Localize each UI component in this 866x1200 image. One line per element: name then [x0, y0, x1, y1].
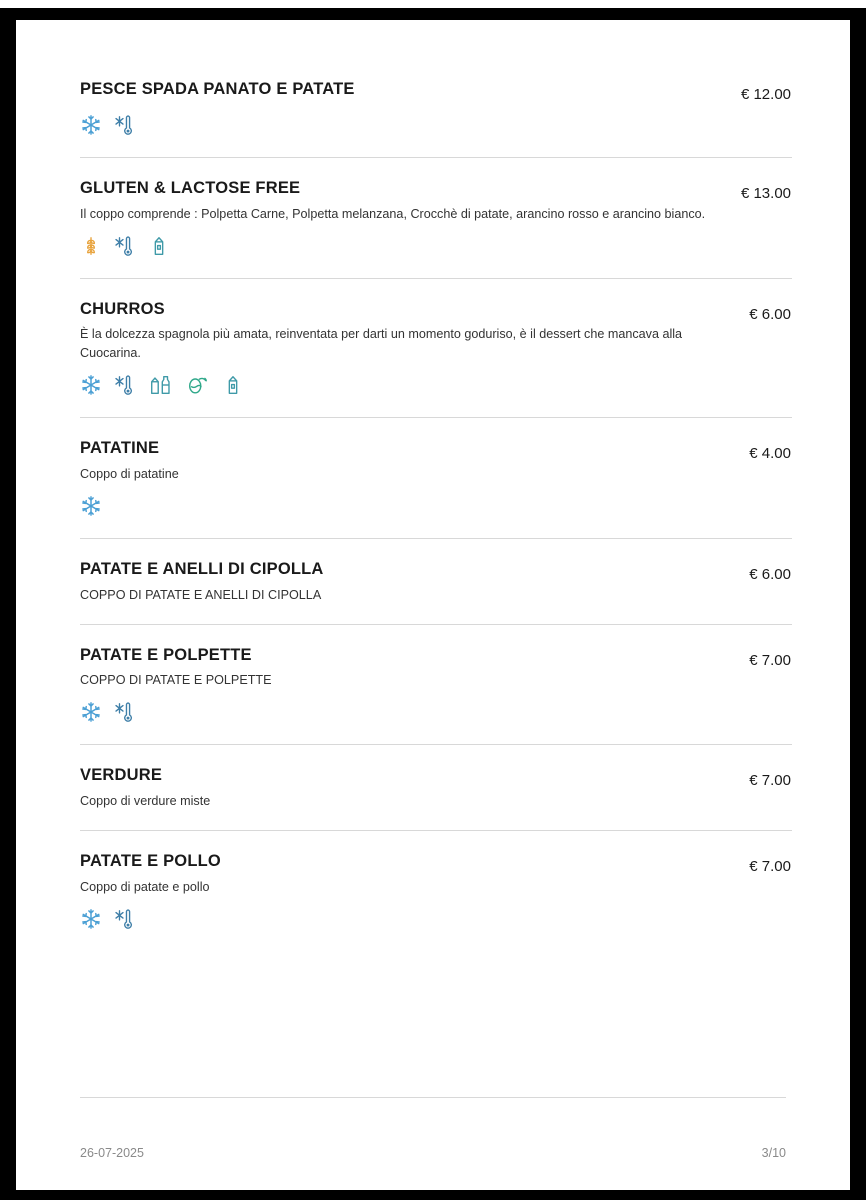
spacer: [80, 539, 792, 558]
menu-item-price: € 13.00: [740, 185, 791, 202]
milk-carton-icon: [148, 234, 170, 258]
thermometer-snowflake-icon: [114, 700, 136, 724]
thermometer-snowflake-icon: [114, 907, 136, 931]
snowflake-icon: [80, 700, 102, 724]
menu-item-name: PATATE E ANELLI DI CIPOLLA: [80, 559, 324, 578]
menu-item-name: VERDURE: [80, 766, 163, 785]
thermometer-snowflake-icon: [114, 113, 136, 137]
menu-item-price: € 7.00: [749, 651, 791, 669]
menu-item[interactable]: [80, 437, 792, 519]
menu-item[interactable]: [80, 78, 792, 138]
footer-page-number: 3/10: [761, 1146, 786, 1160]
menu-item-price: € 12.00: [740, 86, 791, 103]
menu-item[interactable]: [80, 558, 792, 605]
allergen-icons: [80, 906, 792, 932]
spacer: [80, 725, 792, 744]
menu-item-name: PESCE SPADA PANATO E PATATE: [80, 80, 355, 98]
milk-carton-icon: [222, 373, 244, 397]
menu-item-description: COPPO DI PATATE E ANELLI DI CIPOLLA: [80, 587, 322, 602]
menu-items-list: [80, 78, 792, 932]
snowflake-icon: [80, 113, 102, 137]
menu-item[interactable]: [80, 177, 792, 259]
page-footer: [80, 1146, 786, 1160]
menu-item-price: € 7.00: [749, 858, 791, 876]
snowflake-icon: [80, 373, 102, 397]
menu-item-price: € 6.00: [749, 305, 791, 323]
thermometer-snowflake-icon: [114, 373, 136, 397]
menu-item-name: PATATINE: [80, 439, 160, 458]
menu-item-name: CHURROS: [80, 299, 165, 318]
menu-item[interactable]: [80, 764, 792, 811]
thermometer-snowflake-icon: [114, 234, 136, 258]
menu-item-name: PATATE E POLPETTE: [80, 645, 252, 664]
spacer: [80, 831, 792, 850]
spacer: [80, 279, 792, 298]
menu-item-description: Coppo di patate e pollo: [80, 879, 210, 894]
spacer: [80, 745, 792, 764]
spacer: [80, 259, 792, 278]
menu-item[interactable]: [80, 850, 792, 932]
menu-item-name: PATATE E POLLO: [80, 852, 221, 871]
menu-item-name: GLUTEN & LACTOSE FREE: [80, 179, 301, 197]
footer-date: 26-07-2025: [80, 1146, 144, 1160]
menu-item[interactable]: [80, 644, 792, 726]
snowflake-icon: [80, 494, 102, 518]
menu-item-description: Coppo di verdure miste: [80, 794, 211, 809]
menu-item[interactable]: [80, 298, 792, 399]
allergen-icons: [80, 233, 792, 259]
spacer: [80, 811, 792, 830]
page-gap: [0, 8, 866, 20]
footer-divider: [80, 1097, 786, 1098]
spacer: [80, 625, 792, 644]
allergen-icons: [80, 112, 792, 138]
menu-item-description: È la dolcezza spagnola più amata, reinventata per darti un momento goduriso, è il dessert che mancava alla Cuocarina.: [80, 327, 683, 361]
spacer: [80, 158, 792, 177]
snowflake-icon: [80, 907, 102, 931]
menu-item-price: € 7.00: [749, 772, 791, 790]
menu-item-description: Coppo di patatine: [80, 467, 179, 482]
egg-icon: [186, 373, 210, 397]
spacer: [80, 605, 792, 624]
spacer: [80, 519, 792, 538]
spacer: [80, 398, 792, 417]
spacer: [80, 418, 792, 437]
spacer: [80, 138, 792, 157]
allergen-icons: [80, 699, 792, 725]
gluten-free-wheat-icon: [80, 234, 102, 258]
allergen-icons: [80, 493, 792, 519]
menu-page: [16, 20, 850, 1190]
menu-item-description: Il coppo comprende : Polpetta Carne, Polpetta melanzana, Crocchè di patate, arancino rosso e arancino bianco.: [80, 206, 706, 221]
milk-bottle-carton-icon: [148, 373, 174, 397]
allergen-icons: [80, 372, 792, 398]
menu-item-price: € 4.00: [749, 445, 791, 463]
menu-item-price: € 6.00: [749, 565, 791, 583]
menu-item-description: COPPO DI PATATE E POLPETTE: [80, 673, 272, 688]
page-top-edge: [0, 0, 866, 8]
